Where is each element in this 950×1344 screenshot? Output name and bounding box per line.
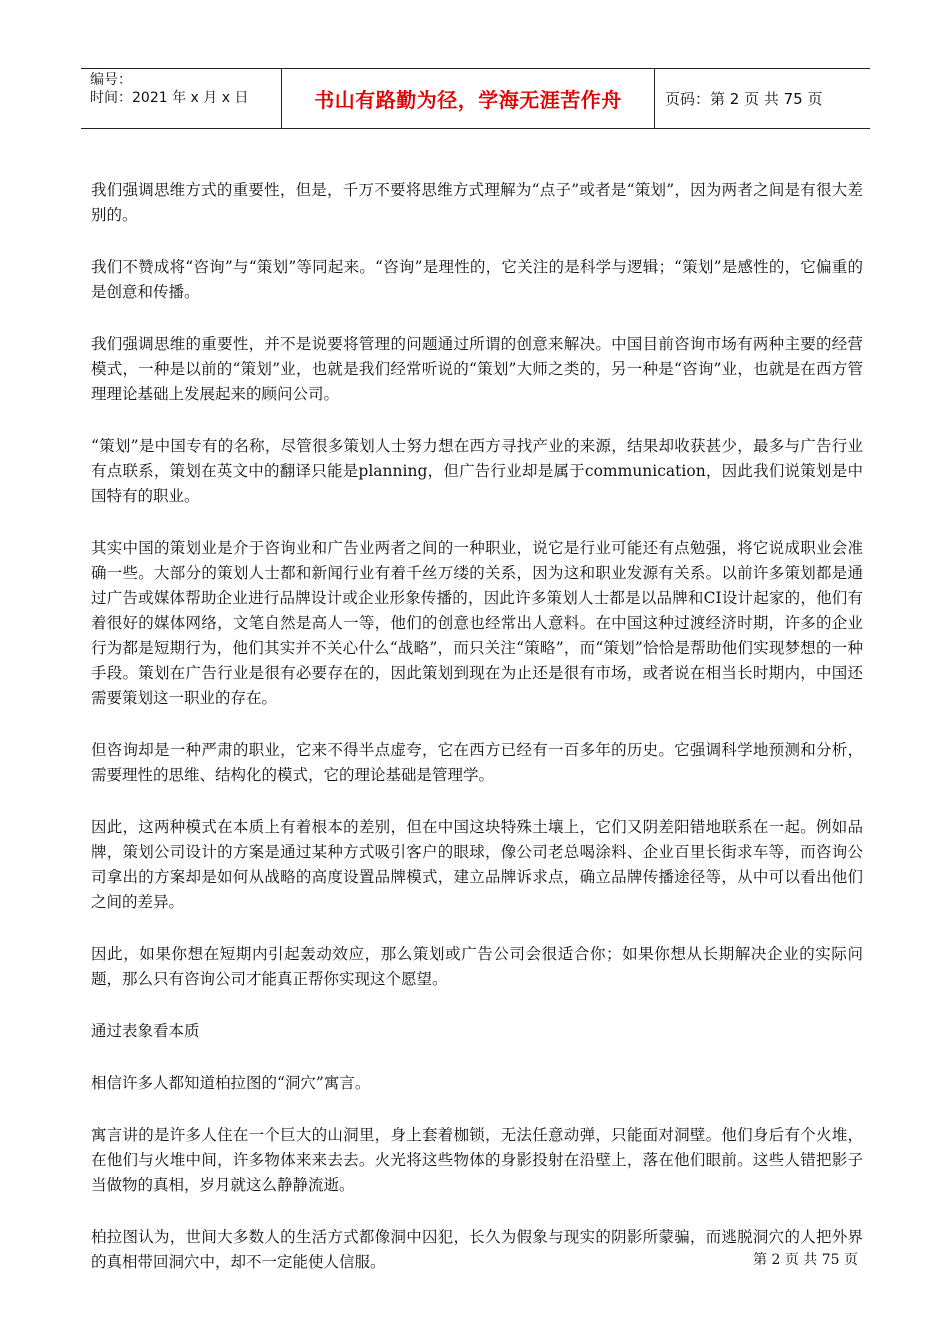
- paragraph: 其实中国的策划业是介于咨询业和广告业两者之间的一种职业，说它是行业可能还有点勉强，将它说成职业会准确一些。大部分的策划人士都和新闻行业有着千丝万缕的关系，因为这和职业发源有关系。以前许多策划都是通过广告或媒体帮助企业进行品牌设计或企业形象传播的，因此许多策划人士都是以品牌和CI设计起家的，他们有着很好的媒体网络，文笔自然是高人一等，他们的创意也经常出人意料。在中国这种过渡经济时期，许多的企业行为都是短期行为，他们其实并不关心什么“战略”，而只关注“策略”，而“策划”恰恰是帮助他们实现梦想的一种手段。策划在广告行业是很有必要存在的，因此策划到现在为止还是很有市场，或者说在相当长时期内，中国还需要策划这一职业的存在。: [91, 539, 863, 707]
- header-motto: 书山有路勤为径，学海无涯苦作舟: [282, 69, 655, 128]
- document-body: [91, 178, 863, 1302]
- document-code-label: 编号：: [90, 72, 132, 88]
- paragraph: “策划”是中国专有的名称，尽管很多策划人士努力想在西方寻找产业的来源，结果却收获甚少，最多与广告行业有点联系，策划在英文中的翻译只能是planning，但广告行业却是属于communication，因此我们说策划是中国特有的职业。: [91, 437, 863, 505]
- paragraph: 因此，如果你想在短期内引起轰动效应，那么策划或广告公司会很适合你；如果你想从长期解决企业的实际问题，那么只有咨询公司才能真正帮你实现这个愿望。: [91, 945, 863, 988]
- paragraph: 我们强调思维方式的重要性，但是，千万不要将思维方式理解为“点子”或者是“策划”，因为两者之间是有很大差别的。: [91, 181, 863, 224]
- paragraph: 我们强调思维的重要性，并不是说要将管理的问题通过所谓的创意来解决。中国目前咨询市场有两种主要的经营模式，一种是以前的“策划”业，也就是我们经常听说的“策划”大师之类的，另一种是“咨询”业，也就是在西方管理理论基础上发展起来的顾问公司。: [91, 335, 863, 403]
- paragraph: 但咨询却是一种严肃的职业，它来不得半点虚夸，它在西方已经有一百多年的历史。它强调科学地预测和分析，需要理性的思维、结构化的模式，它的理论基础是管理学。: [91, 741, 863, 784]
- page-header: [81, 68, 870, 129]
- paragraph: 寓言讲的是许多人住在一个巨大的山洞里，身上套着枷锁，无法任意动弹，只能面对洞壁。他们身后有个火堆，在他们与火堆中间，许多物体来来去去。火光将这些物体的身影投射在沿壁上，落在他们眼前。这些人错把影子当做物的真相，岁月就这么静静流逝。: [91, 1126, 863, 1194]
- paragraph: 柏拉图认为，世间大多数人的生活方式都像洞中囚犯，长久为假象与现实的阴影所蒙骗，而逃脱洞穴的人把外界的真相带回洞穴中，却不一定能使人信服。: [91, 1228, 863, 1271]
- page-footer: 第 2 页 共 75 页: [753, 1252, 858, 1268]
- paragraph: 相信许多人都知道柏拉图的“洞穴”寓言。: [91, 1074, 371, 1092]
- paragraph: 因此，这两种模式在本质上有着根本的差别，但在中国这块特殊土壤上，它们又阴差阳错地联系在一起。例如品牌，策划公司设计的方案是通过某种方式吸引客户的眼球，像公司老总喝涂料、企业百里长街求车等，而咨询公司拿出的方案却是如何从战略的高度设置品牌模式，建立品牌诉求点，确立品牌传播途径等，从中可以看出他们之间的差异。: [91, 818, 863, 911]
- header-meta: [81, 69, 282, 128]
- section-heading: 通过表象看本质: [91, 1022, 200, 1040]
- header-page-code: 页码：第 2 页 共 75 页: [665, 90, 823, 108]
- paragraph: 我们不赞成将“咨询”与“策划”等同起来。“咨询”是理性的，它关注的是科学与逻辑；“策划”是感性的，它偏重的是创意和传播。: [91, 258, 863, 301]
- document-time: 时间：2021 年 x 月 x 日: [90, 90, 249, 106]
